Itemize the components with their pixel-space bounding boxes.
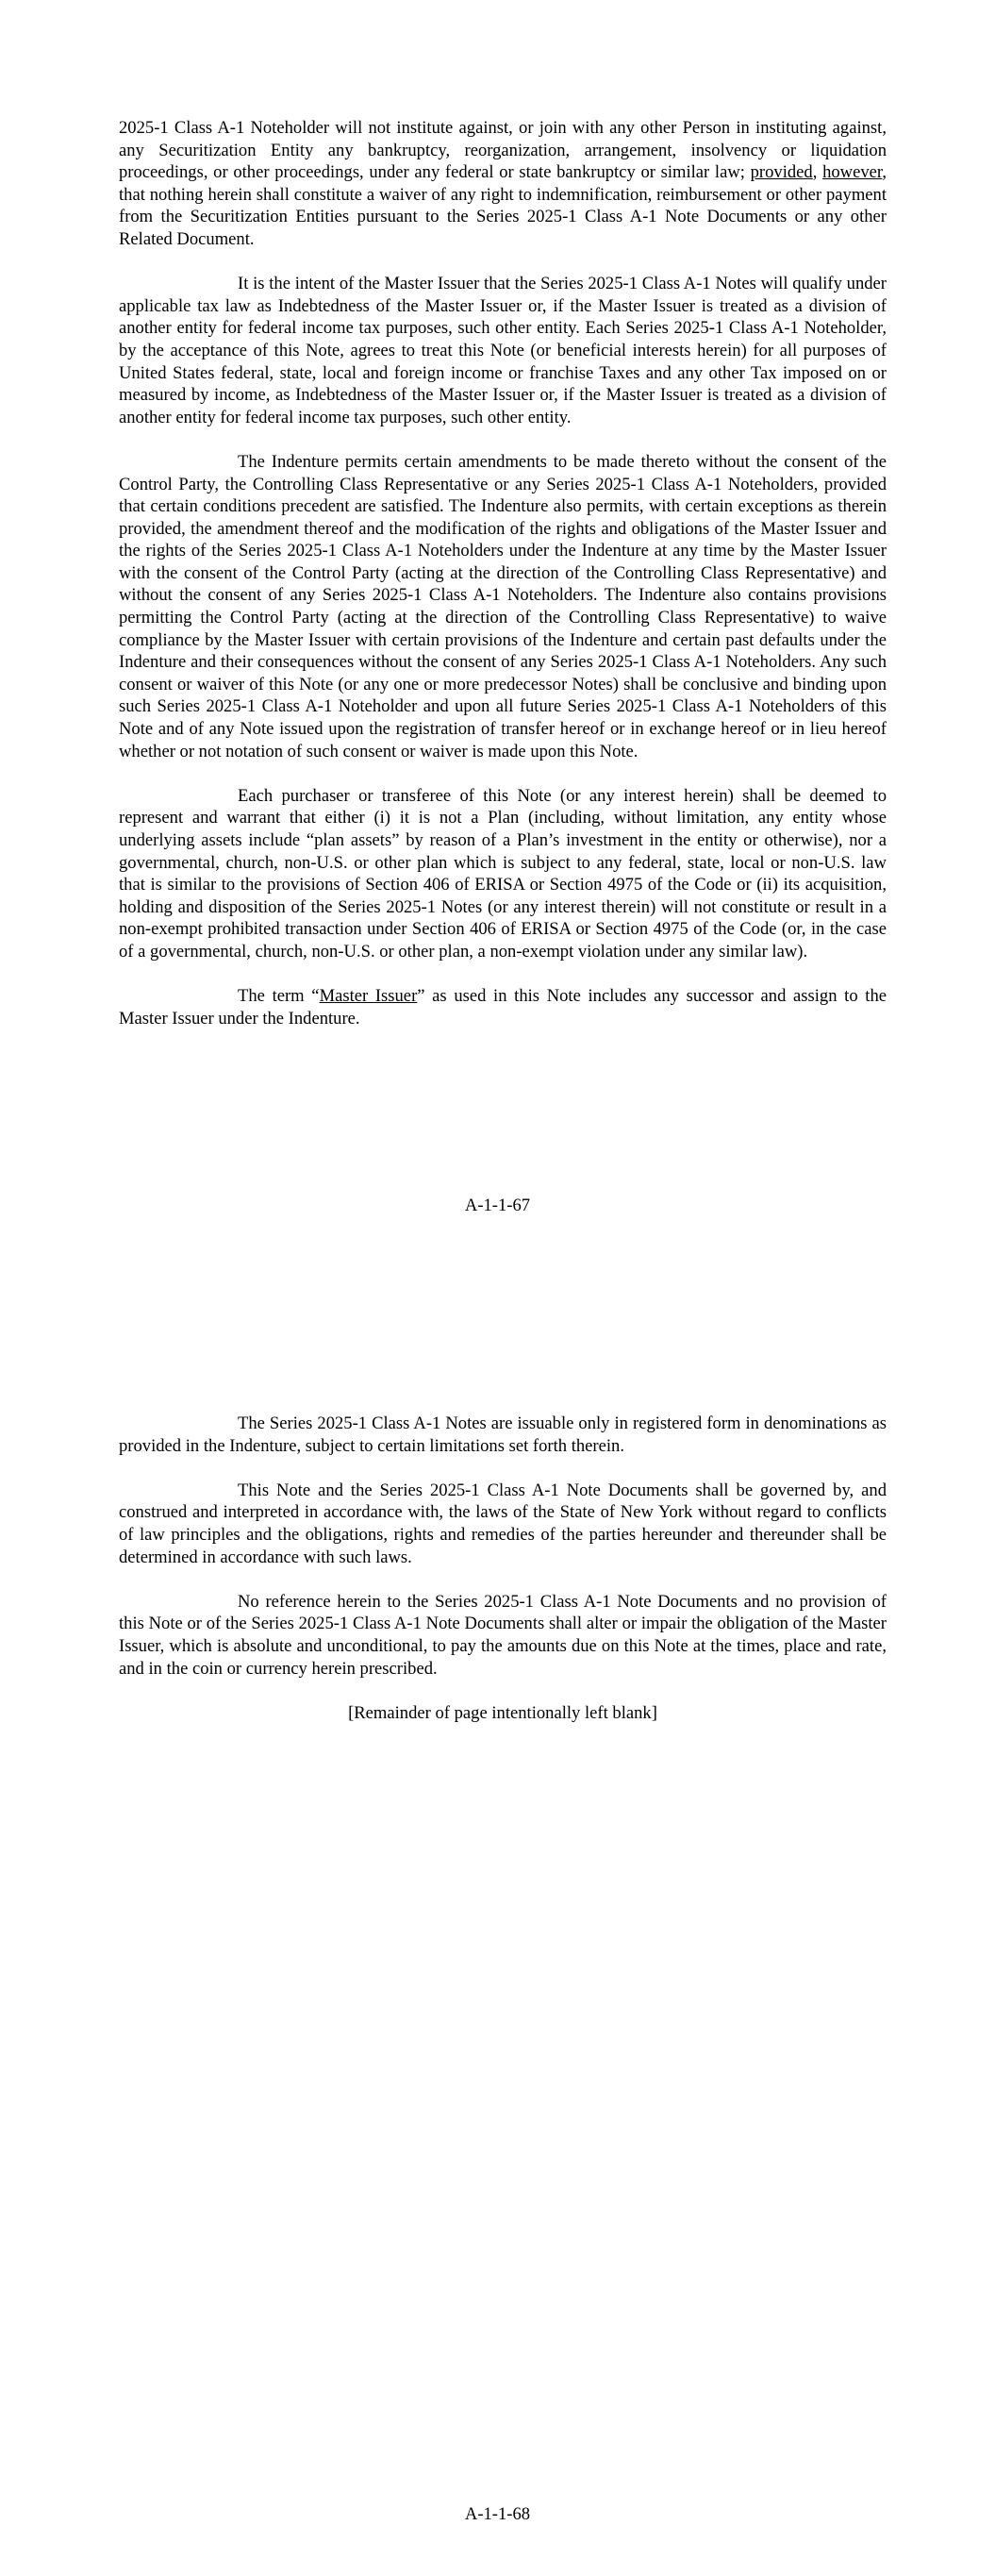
paragraph-erisa-representation: Each purchaser or transferee of this Note (or any interest herein) shall be deemed to represent and warrant that either (i) it is not a Plan (including, without limitation, any entity whose underlying assets include “plan assets” by reason of a Plan’s investment in the entity or otherwise), nor a governmental, church, non-U.S. or other plan which is subject to any federal, state, local or non-U.S. law that is similar to the provisions of Section 406 of ERISA or Section 4975 of the Code or (ii) its acquisition, holding and disposition of the Series 2025-1 Notes (or any interest therein) will not constitute or result in a non-exempt prohibited transaction under Section 406 of ERISA or Section 4975 of the Code (or, in the case of a governmental, church, non-U.S. or other plan, a non-exempt violation under any similar law). (119, 785, 887, 962)
paragraph-master-issuer-definition: The term “Master Issuer” as used in this Note includes any successor and assign to the Master Issuer under the Indenture. (119, 986, 887, 1029)
paragraph-tax-treatment: It is the intent of the Master Issuer that the Series 2025-1 Class A-1 Notes will qualify under applicable tax law as Indebtedness of the Master Issuer or, if the Master Issuer is treated as a division of another entity for federal income tax purposes, such other entity. Each Series 2025-1 Class A-1 Noteholder, by the acceptance of this Note, agrees to treat this Note (or beneficial interests herein) for all purposes of United States federal, state, local and foreign income or franchise Taxes and any other Tax imposed on or measured by income, as Indebtedness of the Master Issuer or, if the Master Issuer is treated as a division of another entity for federal income tax purposes, such other entity. (119, 274, 887, 427)
page-1-body (119, 117, 887, 1052)
document-page-2 (0, 1288, 995, 2576)
underlined-term-however: however (822, 162, 883, 183)
paragraph-registered-form: The Series 2025-1 Class A-1 Notes are issuable only in registered form in denominations as provided in the Indenture, subject to certain limitations set forth therein. (119, 1413, 887, 1456)
paragraph-governing-law: This Note and the Series 2025-1 Class A-1 Note Documents shall be governed by, and construed and interpreted in accordance with, the laws of the State of New York without regard to conflicts of law principles and the obligations, rights and remedies of the parties hereunder and thereunder shall be determined in accordance with such laws. (119, 1480, 887, 1567)
paragraph-no-impairment: No reference herein to the Series 2025-1 Class A-1 Note Documents and no provision of this Note or of the Series 2025-1 Class A-1 Note Documents shall alter or impair the obligation of the Master Issuer, which is absolute and unconditional, to pay the amounts due on this Note at the times, place and rate, and in the coin or currency herein prescribed. (119, 1591, 887, 1679)
remainder-blank-note: [Remainder of page intentionally left blank] (348, 1702, 657, 1723)
page-number-2: A-1-1-68 (464, 2504, 531, 2524)
paragraph-amendments: The Indenture permits certain amendments to be made thereto without the consent of the Control Party, the Controlling Class Representative or any Series 2025-1 Class A-1 Noteholders, provided that certain conditions precedent are satisfied. The Indenture also permits, with certain exceptions as therein provided, the amendment thereof and the modification of the rights and obligations of the Master Issuer and the rights of the Series 2025-1 Class A-1 Noteholders under the Indenture at any time by the Master Issuer with the consent of the Control Party (acting at the direction of the Controlling Class Representative) and without the consent of any Series 2025-1 Class A-1 Noteholders. The Indenture also contains provisions permitting the Control Party (acting at the direction of the Controlling Class Representative) to waive compliance by the Master Issuer with certain provisions of the Indenture and certain past defaults under the Indenture and their consequences without the consent of any Series 2025-1 Class A-1 Noteholders. Any such consent or waiver of this Note (or any one or more predecessor Notes) shall be conclusive and binding upon such Series 2025-1 Class A-1 Noteholder and upon all future Series 2025-1 Class A-1 Noteholders of this Note and of any Note issued upon the registration of transfer hereof or in exchange hereof or in lieu hereof whether or not notation of such consent or waiver is made upon this Note. (119, 451, 887, 761)
underlined-term-provided: provided (750, 162, 813, 183)
page-number-1: A-1-1-67 (464, 1196, 531, 1215)
paragraph-noteholder-covenant: 2025-1 Class A-1 Noteholder will not institute against, or join with any other Person in instituting against, any Securitization Entity any bankruptcy, reorganization, arrangement, insolvency or liquidation proceedings, or other proceedings, under any federal or state bankruptcy or similar law; provided, however, that nothing herein shall constitute a waiver of any right to indemnification, reimbursement or other payment from the Securitization Entities pursuant to the Series 2025-1 Class A-1 Note Documents or any other Related Document. (119, 118, 887, 249)
page-2-body (119, 1413, 887, 1724)
underlined-term-master-issuer: Master Issuer (319, 986, 418, 1007)
